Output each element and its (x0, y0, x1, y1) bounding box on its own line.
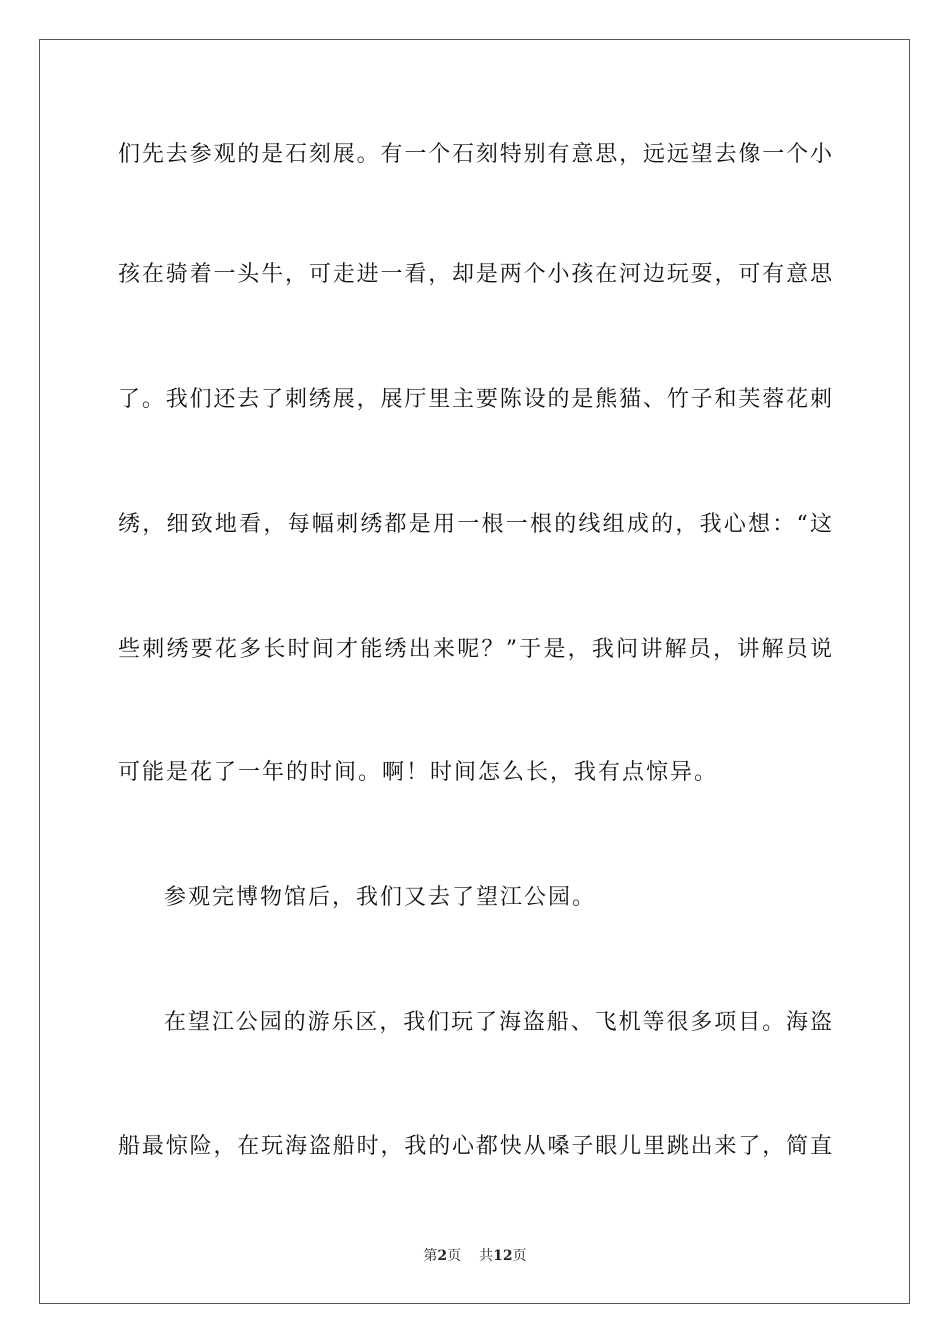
page-border (39, 39, 910, 1304)
paragraph-start-line: 在望江公园的游乐区，我们玩了海盗船、飞机等很多项目。海盗 (164, 1010, 832, 1035)
text-line: 绣，细致地看，每幅刺绣都是用一根一根的线组成的，我心想：“这 (118, 512, 832, 537)
page-prefix: 第 (423, 1248, 438, 1264)
text-line: 船最惊险，在玩海盗船时，我的心都快从嗓子眼儿里跳出来了，简直 (118, 1134, 832, 1159)
paragraph-start-line: 参观完博物馆后，我们又去了望江公园。 (164, 885, 597, 910)
total-suffix: 页 (512, 1248, 527, 1264)
text-line: 了。我们还去了刺绣展，展厅里主要陈设的是熊猫、竹子和芙蓉花刺 (118, 387, 832, 412)
text-line: 些刺绣要花多长时间才能绣出来呢？”于是，我问讲解员，讲解员说 (118, 637, 832, 662)
total-prefix: 共 (479, 1248, 494, 1264)
page-footer (0, 1245, 950, 1265)
text-line: 可能是花了一年的时间。啊！时间怎么长，我有点惊异。 (118, 760, 719, 785)
text-line: 孩在骑着一头牛，可走进一看，却是两个小孩在河边玩耍，可有意思 (118, 262, 832, 287)
page-number: 2 (437, 1248, 448, 1264)
text-line: 们先去参观的是石刻展。有一个石刻特别有意思，远远望去像一个小 (118, 142, 832, 167)
page-suffix: 页 (447, 1248, 462, 1264)
total-pages: 12 (493, 1248, 513, 1264)
